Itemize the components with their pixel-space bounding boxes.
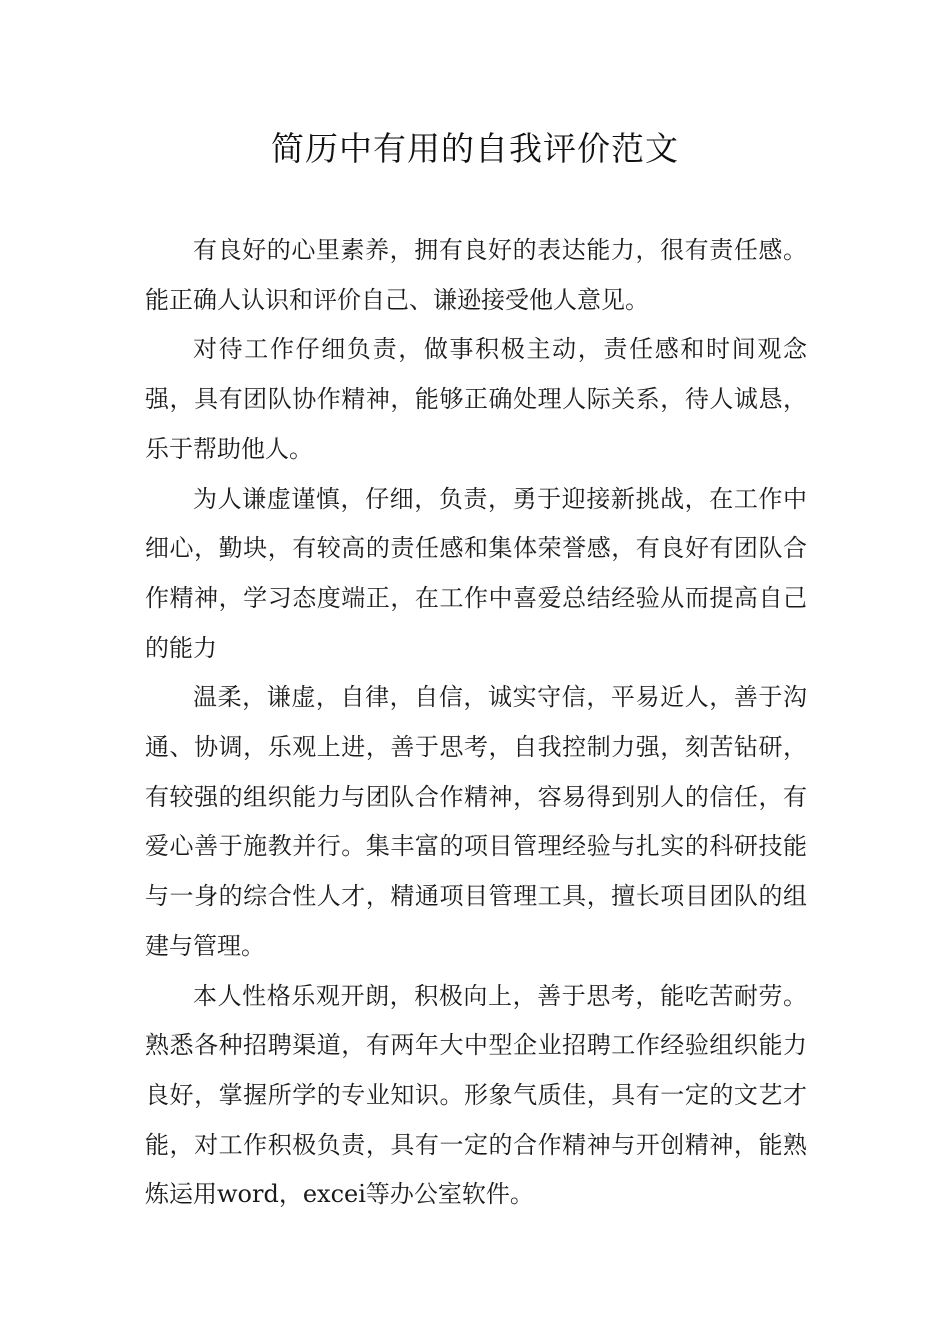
paragraph-1: 有良好的心里素养，拥有良好的表达能力，很有责任感。能正确人认识和评价自己、谦逊接受他人意见。 <box>145 236 807 314</box>
paragraph-2: 对待工作仔细负责，做事积极主动，责任感和时间观念强，具有团队协作精神，能够正确处理人际关系，待人诚恳，乐于帮助他人。 <box>145 335 807 463</box>
document-body <box>145 226 807 1220</box>
paragraph-3: 为人谦虚谨慎，仔细，负责，勇于迎接新挑战，在工作中细心，勤块，有较高的责任感和集体荣誉感，有良好有团队合作精神，学习态度端正，在工作中喜爱总结经验从而提高自己的能力 <box>145 484 807 662</box>
document-title: 简历中有用的自我评价范文 <box>271 129 679 168</box>
paragraph-5: 本人性格乐观开朗，积极向上，善于思考，能吃苦耐劳。熟悉各种招聘渠道，有两年大中型企业招聘工作经验组织能力良好，掌握所学的专业知识。形象气质佳，具有一定的文艺才能，对工作积极负责，具有一定的合作精神与开创精神，能熟炼运用word，excei等办公室软件。 <box>145 981 807 1209</box>
paragraph-4: 温柔，谦虚，自律，自信，诚实守信，平易近人，善于沟通、协调，乐观上进，善于思考，自我控制力强，刻苦钻研，有较强的组织能力与团队合作精神，容易得到别人的信任，有爱心善于施教并行。集丰富的项目管理经验与扎实的科研技能与一身的综合性人才，精通项目管理工具，擅长项目团队的组建与管理。 <box>145 683 807 960</box>
